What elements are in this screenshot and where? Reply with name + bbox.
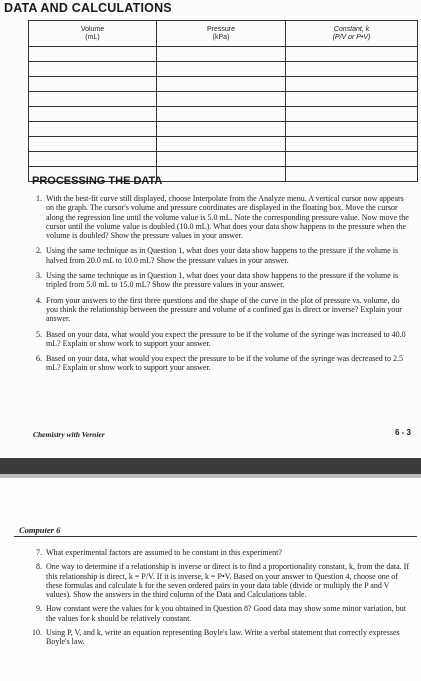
volume-cell[interactable] <box>29 107 157 122</box>
volume-cell[interactable] <box>29 122 157 137</box>
question-number: 2. <box>36 246 42 256</box>
question-list-page-2 <box>18 548 412 652</box>
pressure-header <box>157 21 286 47</box>
question-text: Using P, V, and k, write an equation representing Boyle's law. Write a verbal statement that correctly expresses Boyle's law. <box>46 628 400 647</box>
constant-header <box>286 21 418 47</box>
table-row <box>29 47 418 62</box>
pressure-cell[interactable] <box>157 77 286 92</box>
question-number: 10. <box>32 628 42 638</box>
table-row <box>29 122 418 137</box>
section-title: DATA AND CALCULATIONS <box>4 1 172 15</box>
question-item <box>18 271 412 290</box>
header-rule <box>14 536 417 537</box>
question-item <box>18 562 412 599</box>
page-gap <box>0 458 421 474</box>
pressure-header-label: Pressure <box>206 25 235 33</box>
question-item <box>18 194 412 240</box>
question-number: 1. <box>36 194 42 203</box>
question-text: One way to determine if a relationship is inverse or direct is to find a proportionality constant, k, from the data. If this relationship is direct, k = P/V. If it is inverse, k = P•V. Based on your answer to Question 4, choose one of these formulas and calculate k for the seven ordered pairs in your data table (divide or multiply the P and V values). Show the answers in the third column of the Data and Calculations table. <box>46 562 410 600</box>
table-row <box>29 62 418 77</box>
question-text: From your answers to the first three questions and the shape of the curve in the plot of pressure vs. volume, do you think the relationship between the pressure and volume of a confined gas is direct or inverse? Explain your answer. <box>46 295 402 324</box>
constant-cell[interactable] <box>286 107 418 122</box>
question-number: 4. <box>36 295 42 305</box>
question-text: Based on your data, what would you expect the pressure to be if the volume of the syringe was decreased to 2.5 mL? Explain or show work to support your answer. <box>46 354 404 373</box>
table-row <box>29 92 418 107</box>
volume-cell[interactable] <box>29 92 157 107</box>
volume-cell[interactable] <box>29 77 157 92</box>
question-number: 6. <box>36 354 42 364</box>
question-text: Using the same technique as in Question 1, what does your data show happens to the pressure if the volume is tripled from 5.0 mL to 15.0 mL? Show the pressure values in your answer. <box>46 271 399 290</box>
question-number: 3. <box>36 271 42 281</box>
table-header-row <box>29 21 418 47</box>
volume-header-label: Volume <box>80 25 105 33</box>
pressure-cell[interactable] <box>157 152 286 167</box>
question-text: With the best-fit curve still displayed, choose Interpolate from the Analyze menu. A vertical cursor now appears on the graph. The cursor's volume and pressure coordinates are displayed in the floating box. Move the cursor along the regression line until the volume value is 5.0 mL. Note the corresponding pressure value. Now move the cursor until the volume value is doubled (10.0 mL). What does your data show happens to the pressure when the volume is doubled? Show the pressure values in your answer. <box>46 194 409 241</box>
question-text: Based on your data, what would you expect the pressure to be if the volume of the syringe was increased to 40.0 mL? Explain or show work to support your answer. <box>46 329 406 348</box>
constant-header-unit: (P/V or P•V) <box>332 33 371 41</box>
footer-page-number: 6 - 3 <box>394 428 411 437</box>
volume-header <box>29 21 157 47</box>
volume-cell[interactable] <box>29 152 157 167</box>
pressure-cell[interactable] <box>157 167 286 182</box>
question-item <box>18 548 412 557</box>
question-item <box>18 604 412 623</box>
question-item <box>18 354 412 373</box>
table-row <box>29 137 418 152</box>
pressure-cell[interactable] <box>157 92 286 107</box>
table-body <box>29 47 418 182</box>
table-row <box>29 152 418 167</box>
question-list-page-1 <box>18 194 412 379</box>
pressure-cell[interactable] <box>157 137 286 152</box>
footer-book-title: Chemistry with Vernier <box>33 430 105 439</box>
question-number: 8. <box>36 562 42 572</box>
constant-cell[interactable] <box>286 62 418 77</box>
pressure-cell[interactable] <box>157 47 286 62</box>
constant-cell[interactable] <box>286 92 418 107</box>
page-2-header: Computer 6 <box>19 525 61 535</box>
question-item <box>18 628 412 647</box>
constant-cell[interactable] <box>286 152 418 167</box>
pressure-cell[interactable] <box>157 62 286 77</box>
pressure-header-unit: (kPa) <box>212 33 230 41</box>
question-number: 5. <box>36 329 42 339</box>
volume-cell[interactable] <box>29 137 157 152</box>
table-row <box>29 107 418 122</box>
worksheet-page-2 <box>0 478 421 681</box>
question-text: What experimental factors are assumed to be constant in this experiment? <box>46 548 282 557</box>
question-number: 7. <box>36 548 42 557</box>
constant-cell[interactable] <box>286 122 418 137</box>
constant-cell[interactable] <box>286 137 418 152</box>
pressure-cell[interactable] <box>157 122 286 137</box>
volume-header-unit: (mL) <box>85 33 100 41</box>
constant-cell[interactable] <box>286 167 418 182</box>
table-row <box>29 77 418 92</box>
processing-title: PROCESSING THE DATA <box>32 175 163 187</box>
data-table <box>28 20 418 182</box>
volume-cell[interactable] <box>29 62 157 77</box>
constant-cell[interactable] <box>286 47 418 62</box>
volume-cell[interactable] <box>29 47 157 62</box>
question-item <box>18 296 412 324</box>
pressure-cell[interactable] <box>157 107 286 122</box>
constant-header-label: Constant, k <box>333 25 370 33</box>
constant-cell[interactable] <box>286 77 418 92</box>
question-item <box>18 330 412 349</box>
question-item <box>18 246 412 265</box>
question-number: 9. <box>36 604 42 614</box>
question-text: Using the same technique as in Question 1, what does your data show happens to the pressure if the volume is halved from 20.0 mL to 10.0 mL? Show the pressure values in your answer. <box>46 246 399 265</box>
question-text: How constant were the values for k you obtained in Question 8? Good data may show some minor variation, but the values for k should be relatively constant. <box>46 604 406 623</box>
